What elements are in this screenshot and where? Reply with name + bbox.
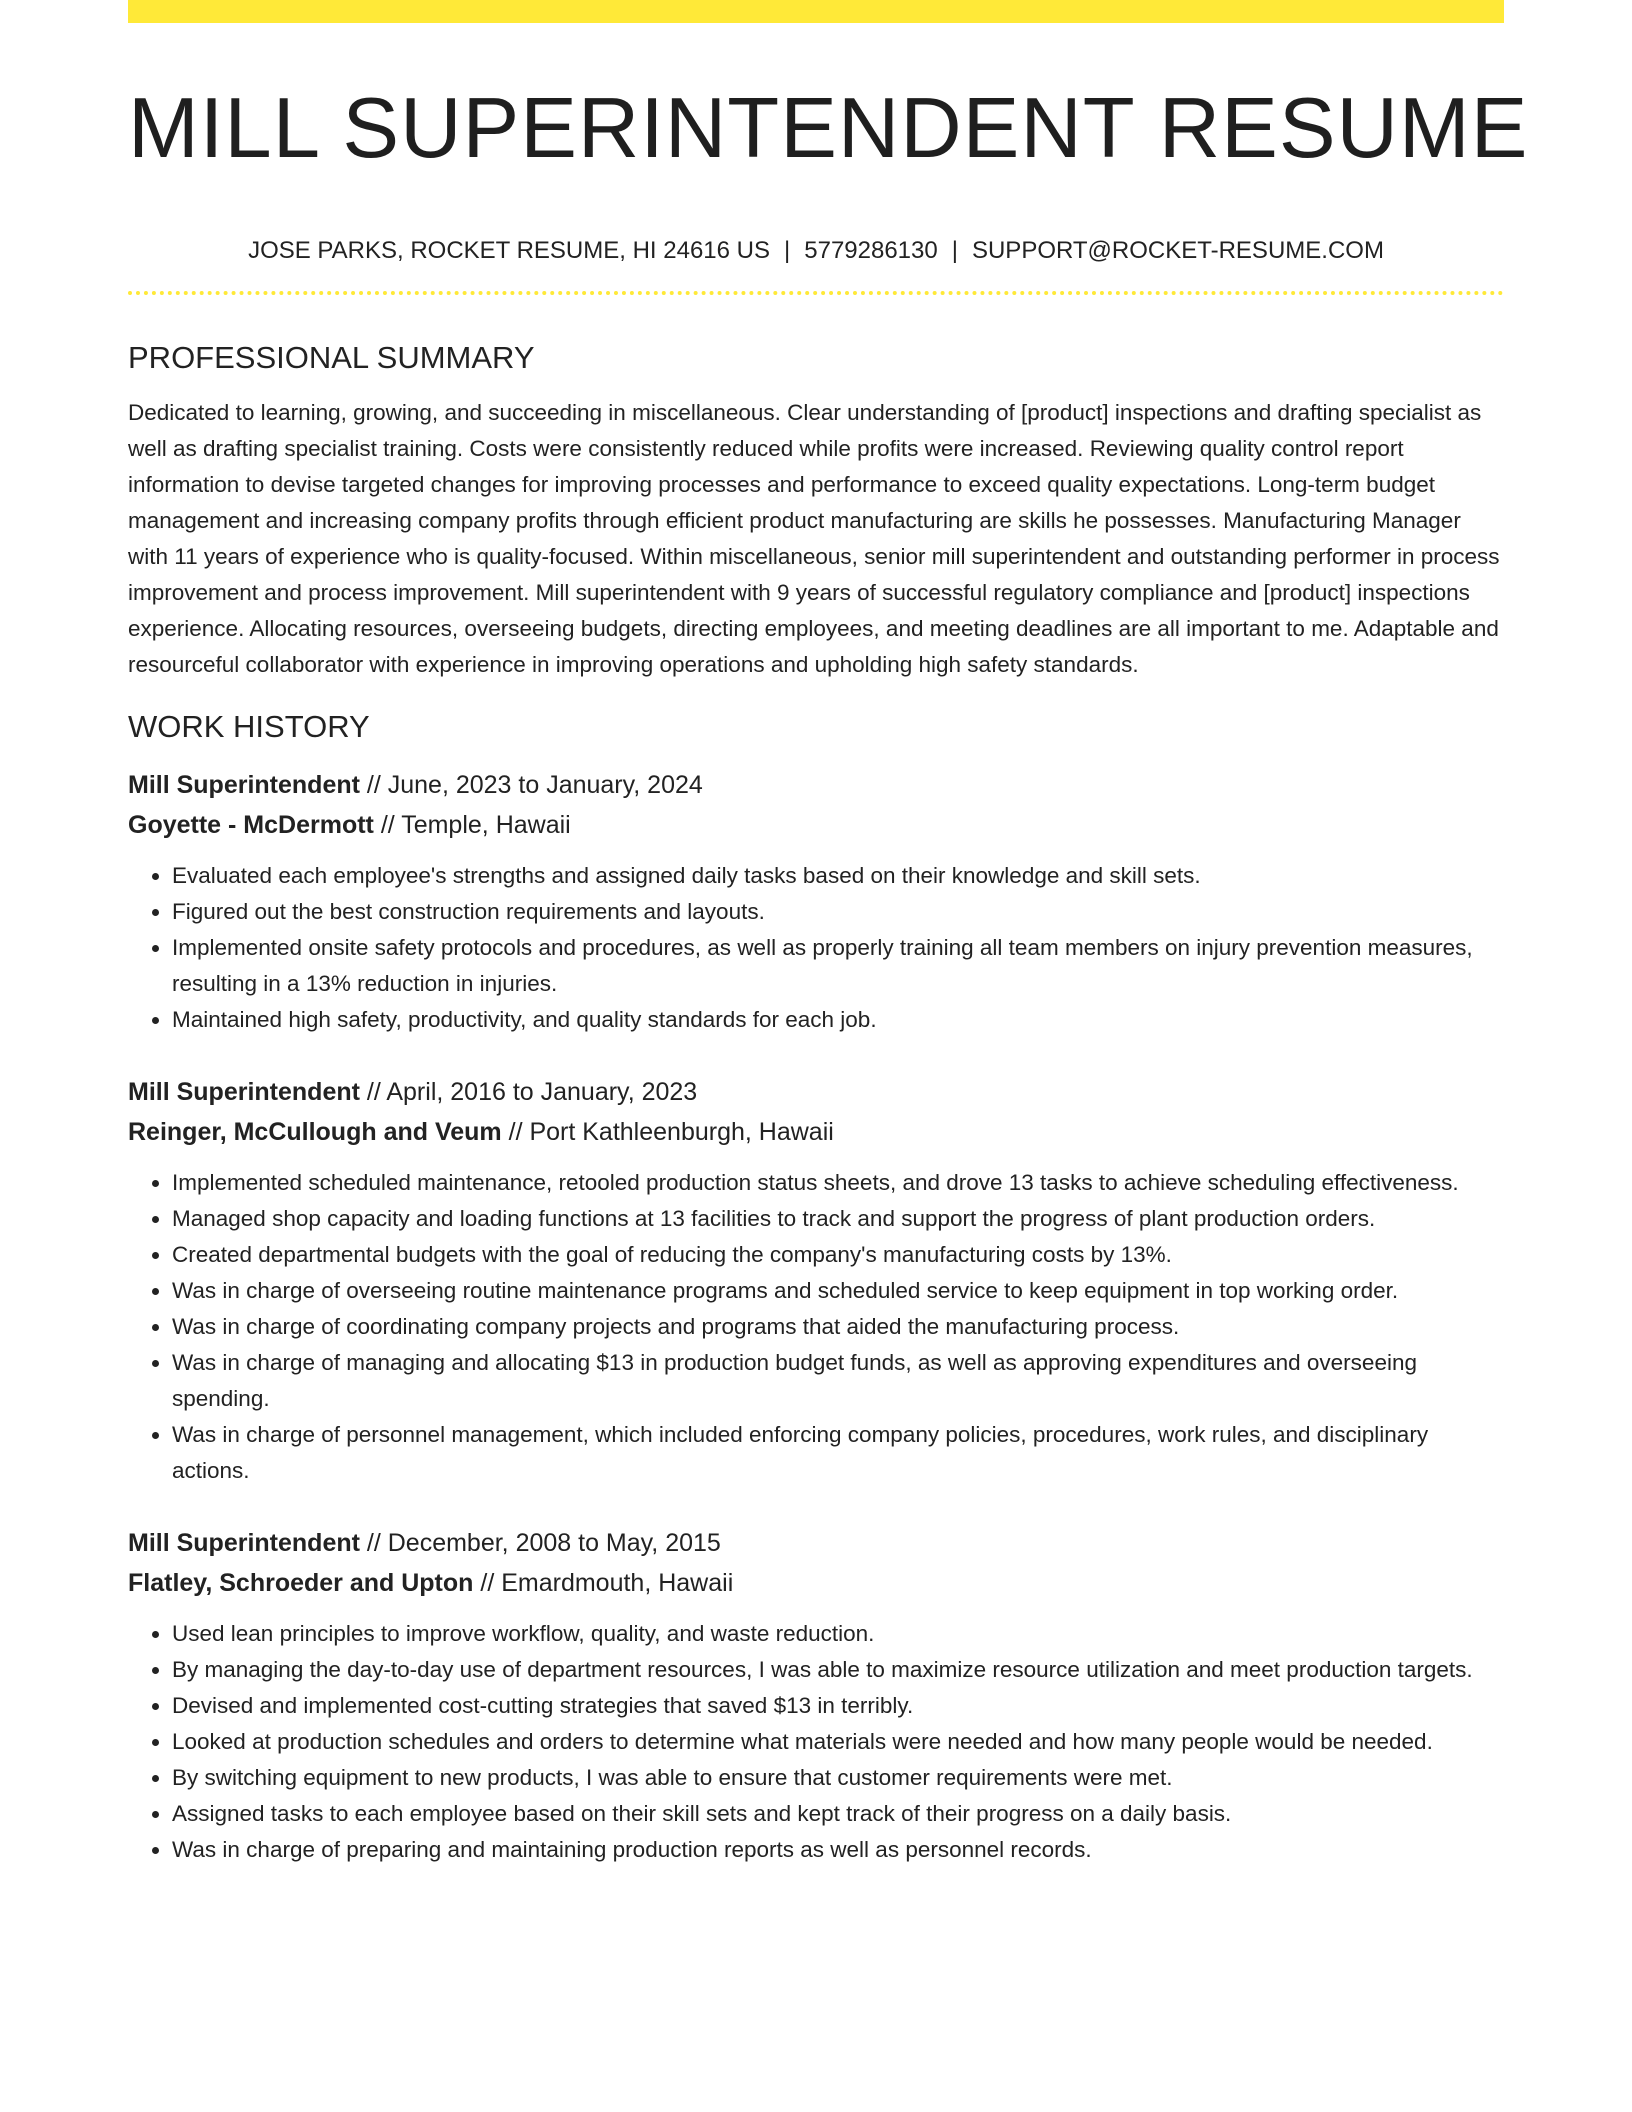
job-bullets xyxy=(128,1616,1504,1868)
resume-page xyxy=(128,0,1529,1868)
job-company-line xyxy=(128,805,1504,845)
job-title: Mill Superintendent xyxy=(128,771,360,799)
accent-top-bar xyxy=(128,0,1504,23)
job-location: // Temple, Hawaii xyxy=(373,811,571,839)
summary-heading: PROFESSIONAL SUMMARY xyxy=(128,340,535,375)
summary-text: Dedicated to learning, growing, and succeeding in miscellaneous. Clear understanding of [product] inspections and drafting specialist as well as drafting specialist training. Costs were consistently reduced while profits were increased. Reviewing quality control report information to devise targeted changes for improving processes and performance to exceed quality expectations. Long-term budget management and increasing company profits through efficient product manufacturing are skills he possesses. Manufacturing Manager with 11 years of experience who is quality-focused. Within miscellaneous, senior mill superintendent and outstanding performer in process improvement and process improvement. Mill superintendent with 9 years of successful regulatory compliance and [product] inspections experience. Allocating resources, overseeing budgets, directing employees, and meeting deadlines are all important to me. Adaptable and resourceful collaborator with experience in improving operations and upholding high safety standards. xyxy=(128,400,1500,677)
job-bullet: • By managing the day-to-day use of department resources, I was able to maximize resource utilization and meet production targets. xyxy=(172,1652,1504,1688)
job-bullet: • Used lean principles to improve workflow, quality, and waste reduction. xyxy=(172,1616,1504,1652)
job-bullet: • Assigned tasks to each employee based on their skill sets and kept track of their progress on a daily basis. xyxy=(172,1796,1504,1832)
contact-phone: 5779286130 xyxy=(804,237,938,264)
job-entry xyxy=(128,1523,1504,1868)
job-company-line xyxy=(128,1563,1504,1603)
job-title: Mill Superintendent xyxy=(128,1078,360,1106)
contact-address: JOSE PARKS, ROCKET RESUME, HI 24616 US xyxy=(248,237,771,264)
contact-email: SUPPORT@ROCKET-RESUME.COM xyxy=(971,237,1384,264)
job-bullet: • Created departmental budgets with the goal of reducing the company's manufacturing costs by 13%. xyxy=(172,1237,1504,1273)
job-bullets xyxy=(128,1165,1504,1489)
job-bullet: • Maintained high safety, productivity, and quality standards for each job. xyxy=(172,1002,1504,1038)
job-dates: // April, 2016 to January, 2023 xyxy=(359,1078,698,1106)
job-title: Mill Superintendent xyxy=(128,1529,360,1557)
work-history-heading: WORK HISTORY xyxy=(128,709,370,744)
resume-title: MILL SUPERINTENDENT RESUME xyxy=(128,81,1529,176)
job-entry xyxy=(128,1072,1504,1489)
job-bullet: • Was in charge of preparing and maintaining production reports as well as personnel records. xyxy=(172,1832,1504,1868)
job-bullet: • By switching equipment to new products, I was able to ensure that customer requirements were met. xyxy=(172,1760,1504,1796)
job-location: // Port Kathleenburgh, Hawaii xyxy=(501,1118,834,1146)
contact-line xyxy=(128,236,1504,266)
dotted-divider xyxy=(128,291,1504,295)
job-bullet: • Figured out the best construction requirements and layouts. xyxy=(172,894,1504,930)
job-company: Reinger, McCullough and Veum xyxy=(128,1118,502,1146)
job-bullets xyxy=(128,858,1504,1038)
job-company: Flatley, Schroeder and Upton xyxy=(128,1569,474,1597)
job-bullet: • Was in charge of personnel management, which included enforcing company policies, procedures, work rules, and disciplinary actions. xyxy=(172,1417,1504,1489)
job-list xyxy=(128,765,1504,1868)
job-bullet: • Implemented scheduled maintenance, retooled production status sheets, and drove 13 tasks to achieve scheduling effectiveness. xyxy=(172,1165,1504,1201)
job-entry xyxy=(128,765,1504,1038)
job-bullet: • Managed shop capacity and loading functions at 13 facilities to track and support the progress of plant production orders. xyxy=(172,1201,1504,1237)
job-company: Goyette - McDermott xyxy=(128,811,374,839)
job-title-line xyxy=(128,765,1504,805)
job-company-line xyxy=(128,1112,1504,1152)
job-bullet: • Was in charge of overseeing routine maintenance programs and scheduled service to keep equipment in top working order. xyxy=(172,1273,1504,1309)
contact-separator: | xyxy=(784,237,791,264)
job-bullet: • Was in charge of coordinating company projects and programs that aided the manufacturing process. xyxy=(172,1309,1504,1345)
contact-separator: | xyxy=(951,237,958,264)
job-bullet: • Devised and implemented cost-cutting strategies that saved $13 in terribly. xyxy=(172,1688,1504,1724)
job-dates: // December, 2008 to May, 2015 xyxy=(359,1529,721,1557)
job-bullet: • Evaluated each employee's strengths and assigned daily tasks based on their knowledge and skill sets. xyxy=(172,858,1504,894)
job-bullet: • Looked at production schedules and orders to determine what materials were needed and how many people would be needed. xyxy=(172,1724,1504,1760)
job-bullet: • Was in charge of managing and allocating $13 in production budget funds, as well as approving expenditures and overseeing spending. xyxy=(172,1345,1504,1417)
job-title-line xyxy=(128,1523,1504,1563)
job-title-line xyxy=(128,1072,1504,1112)
job-dates: // June, 2023 to January, 2024 xyxy=(359,771,703,799)
job-location: // Emardmouth, Hawaii xyxy=(473,1569,734,1597)
job-bullet: • Implemented onsite safety protocols and procedures, as well as properly training all team members on injury prevention measures, resulting in a 13% reduction in injuries. xyxy=(172,930,1504,1002)
